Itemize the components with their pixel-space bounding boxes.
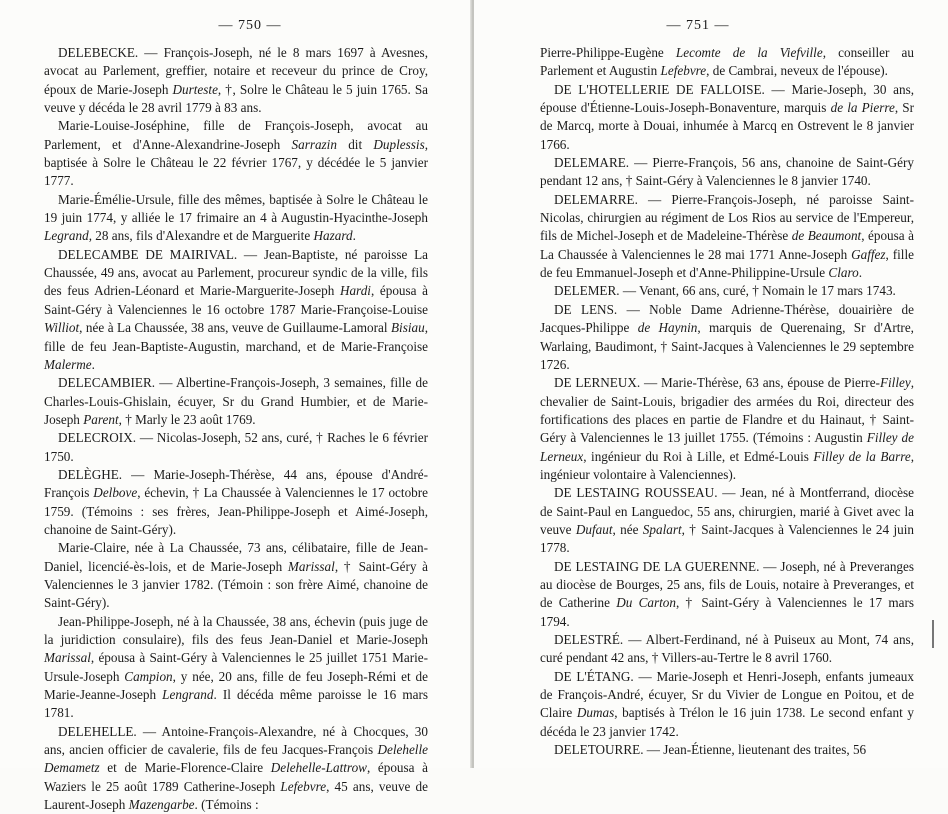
entry-paragraph: DELETOURRE. — Jean-Étienne, lieutenant des traites, 56 xyxy=(554,742,867,758)
entry-paragraph: Jean-Philippe-Joseph, né à la Chaussée, 38 ans, échevin (puis juge de la juridiction consulaire), fils des feus Jean-Daniel et Marie-Joseph Marissal, épousa à Saint-Géry à Valenciennes le 25 juillet 1751 Marie-Ursule-Joseph Campion, y née, 20 ans, fille de feu Joseph-Rémi et de Marie-Jeanne-Joseph Lengrand. Il décéda même paroisse le 16 mars 1781. xyxy=(44,613,428,721)
italic-name: Dufaut xyxy=(575,521,613,537)
text-column xyxy=(540,44,914,759)
entry-paragraph: DE L'ÉTANG. — Marie-Joseph et Henri-Joseph, enfants jumeaux de François-André, écuyer, Sr du Vivier de Longue en Poitou, et de Claire Dumas, baptisés à Trélon le 16 juin 1738. Le second enfant y décéda le 23 janvier 1742. xyxy=(540,668,914,739)
italic-name: de Beaumont xyxy=(791,228,862,244)
page-number: — 751 — xyxy=(666,18,730,33)
margin-mark xyxy=(932,620,934,648)
entry-paragraph: DELEMARRE. — Pierre-François-Joseph, né paroisse Saint-Nicolas, chirurgien au régiment de Los Rios au service de l'Empereur, fils de Michel-Joseph et de Madeleine-Thérèse de Beaumont, épousa à La Chaussée à Valenciennes le 28 mai 1771 Anne-Joseph Gaffez, fille de feu Emmanuel-Joseph et d'Anne-Philippine-Ursule Claro. xyxy=(540,191,914,281)
italic-name: Marissal xyxy=(44,650,91,666)
italic-name: Mazengarbe xyxy=(128,797,195,813)
entry-paragraph: DELECAMBE DE MAIRIVAL. — Jean-Baptiste, né paroisse La Chaussée, 49 ans, avocat au Parlement, procureur syndic de la ville, fils des feus Adrien-Léonard et Marie-Marguerite-Joseph Hardi, épousa à Saint-Géry à Valenciennes le 16 octobre 1787 Marie-Françoise-Louise Williot, née à La Chaussée, 38 ans, veuve de Guillaume-Lamoral Bisiau, fille de feu Jean-Baptiste-Augustin, marchand, et de Marie-Françoise Malerme. xyxy=(44,246,428,372)
entry-paragraph: DE LESTAING ROUSSEAU. — Jean, né à Montferrand, diocèse de Saint-Paul en Languedoc, 55 ans, chirurgien, marié à Givet avec la veuve Dufaut, née Spalart, † Saint-Jacques à Valenciennes le 24 juin 1778. xyxy=(540,485,914,556)
entry-paragraph: DELESTRÉ. — Albert-Ferdinand, né à Puiseux au Mont, 74 ans, curé pendant 42 ans, † Villers-au-Tertre le 8 avril 1760. xyxy=(540,632,914,666)
italic-name: Filley xyxy=(879,375,911,391)
entry-paragraph: DELECROIX. — Nicolas-Joseph, 52 ans, curé, † Raches le 6 février 1750. xyxy=(44,430,428,464)
italic-name: Filley de Lerneux xyxy=(540,430,914,464)
italic-name: Delehelle Demametz xyxy=(44,742,428,776)
italic-name: Duplessis xyxy=(373,136,425,152)
text-column xyxy=(44,44,428,814)
entry-paragraph: Marie-Claire, née à La Chaussée, 73 ans, célibataire, fille de Jean-Daniel, licencié-ès-lois, et de Marie-Joseph Marissal, † Saint-Géry à Valenciennes le 3 janvier 1782. (Témoin : son frère Aimé, chanoine de Saint-Géry). xyxy=(44,540,428,611)
entry-paragraph: DE LESTAING DE LA GUERENNE. — Joseph, né à Preveranges au diocèse de Bourges, 25 ans, fils de Louis, notaire à Preveranges, et de Catherine Du Carton, † Saint-Géry à Valenciennes le 17 mars 1794. xyxy=(540,558,914,629)
italic-name: Gaffez xyxy=(851,246,886,262)
entry-paragraph: DELEHELLE. — Antoine-François-Alexandre, né à Chocques, 30 ans, ancien officier de cavalerie, fils de feu Jacques-François Delehelle Demametz et de Marie-Florence-Claire Delehelle-Lattrow, épousa à Waziers le 25 août 1789 Catherine-Joseph Lefebvre, 45 ans, veuve de Laurent-Joseph Mazengarbe. (Témoins : xyxy=(44,723,428,813)
left-page xyxy=(0,0,472,813)
italic-name: Spalart xyxy=(642,521,682,537)
entry-paragraph: DELEBECKE. — François-Joseph, né le 8 mars 1697 à Avesnes, avocat au Parlement, greffier, notaire et receveur du prince de Croy, époux de Marie-Joseph Durteste, †, Solre le Château le 5 juin 1765. Sa veuve y décéda le 28 avril 1779 à 83 ans. xyxy=(44,45,429,116)
italic-name: Hardi xyxy=(339,283,371,299)
entry-paragraph: DE LERNEUX. — Marie-Thérèse, 63 ans, épouse de Pierre-Filley, chevalier de Saint-Louis, brigadier des armées du Roi, directeur des fortifications des places en partie de Flandre et du Hainaut, † Saint-Géry à Valenciennes le 13 juillet 1755. (Témoins : Augustin Filley de Lerneux, ingénieur du Roi à Lille, et Edmé-Louis Filley de la Barre, ingénieur volontaire à Valenciennes). xyxy=(540,375,914,482)
entry-paragraph: DE LENS. — Noble Dame Adrienne-Thérèse, douairière de Jacques-Philippe de Haynin, marquis de Querenaing, Sr d'Artre, Warlaing, Baudimont, † Saint-Jacques à Valenciennes le 29 septembre 1726. xyxy=(540,301,914,372)
italic-name: Hazard xyxy=(313,228,353,244)
italic-name: Durteste xyxy=(172,81,218,97)
italic-name: de Haynin xyxy=(637,320,698,336)
entry-paragraph: DELÈGHE. — Marie-Joseph-Thérèse, 44 ans, épouse d'André-François Delbove, échevin, † La Chaussée à Valenciennes le 17 octobre 1759. (Témoins : ses frères, Jean-Philippe-Joseph et Aimé-Joseph, chanoine de Saint-Géry). xyxy=(44,466,428,537)
entry-paragraph: DELEMER. — Venant, 66 ans, curé, † Nomain le 17 mars 1743. xyxy=(554,283,896,299)
italic-name: Malerme xyxy=(44,356,92,372)
italic-name: Lefebvre xyxy=(660,63,707,79)
entry-paragraph: Marie-Émélie-Ursule, fille des mêmes, baptisée à Solre le Château le 19 juin 1774, y alliée le 17 frimaire an 4 à Augustin-Hyacinthe-Joseph Legrand, 28 ans, fils d'Alexandre et de Marguerite Hazard. xyxy=(44,191,428,244)
italic-name: Delbove xyxy=(93,485,138,501)
italic-name: Williot xyxy=(44,320,80,336)
italic-name: Lecomte de la Viefville xyxy=(675,45,823,60)
right-page xyxy=(474,0,948,768)
entry-paragraph: Pierre-Philippe-Eugène Lecomte de la Viefville, conseiller au Parlement et Augustin Lefebvre, de Cambrai, neveux de l'épouse). xyxy=(540,45,914,79)
page-number: — 750 — xyxy=(218,18,282,33)
italic-name: Claro xyxy=(828,265,859,281)
italic-name: Du Carton xyxy=(616,595,676,611)
italic-name: Delehelle-Lattrow xyxy=(270,760,367,776)
entry-paragraph: DELECAMBIER. — Albertine-François-Joseph, 3 semaines, fille de Charles-Louis-Ghislain, écuyer, Sr du Grand Humbier, et de Marie-Joseph Parent, † Marly le 23 août 1769. xyxy=(44,375,428,427)
italic-name: Parent xyxy=(83,411,119,427)
italic-name: Lengrand xyxy=(162,687,214,703)
italic-name: Lefebvre xyxy=(280,778,327,794)
italic-name: Filley de la Barre xyxy=(813,448,911,464)
entry-paragraph: DELEMARE. — Pierre-François, 56 ans, chanoine de Saint-Géry pendant 12 ans, † Saint-Géry à Valenciennes le 8 janvier 1740. xyxy=(540,155,914,189)
italic-name: Marissal xyxy=(287,558,335,574)
italic-name: Campion xyxy=(124,668,173,684)
italic-name: Sarrazin xyxy=(291,136,337,152)
entry-paragraph: DE L'HOTELLERIE DE FALLOISE. — Marie-Joseph, 30 ans, épouse d'Étienne-Louis-Joseph-Bonaventure, marquis de la Pierre, Sr de Marcq, morte à Douai, inhumée à Marcq en Ostrevent le 8 janvier 1766. xyxy=(540,81,915,152)
italic-name: de la Pierre xyxy=(830,100,895,116)
italic-name: Bisiau xyxy=(391,320,425,336)
entry-paragraph: Marie-Louise-Joséphine, fille de François-Joseph, avocat au Parlement, et d'Anne-Alexandrine-Joseph Sarrazin dit Duplessis, baptisée à Solre le Château le 22 février 1767, y décédée le 5 janvier 1777. xyxy=(44,118,428,189)
italic-name: Dumas xyxy=(576,705,615,721)
italic-name: Legrand xyxy=(44,228,89,244)
